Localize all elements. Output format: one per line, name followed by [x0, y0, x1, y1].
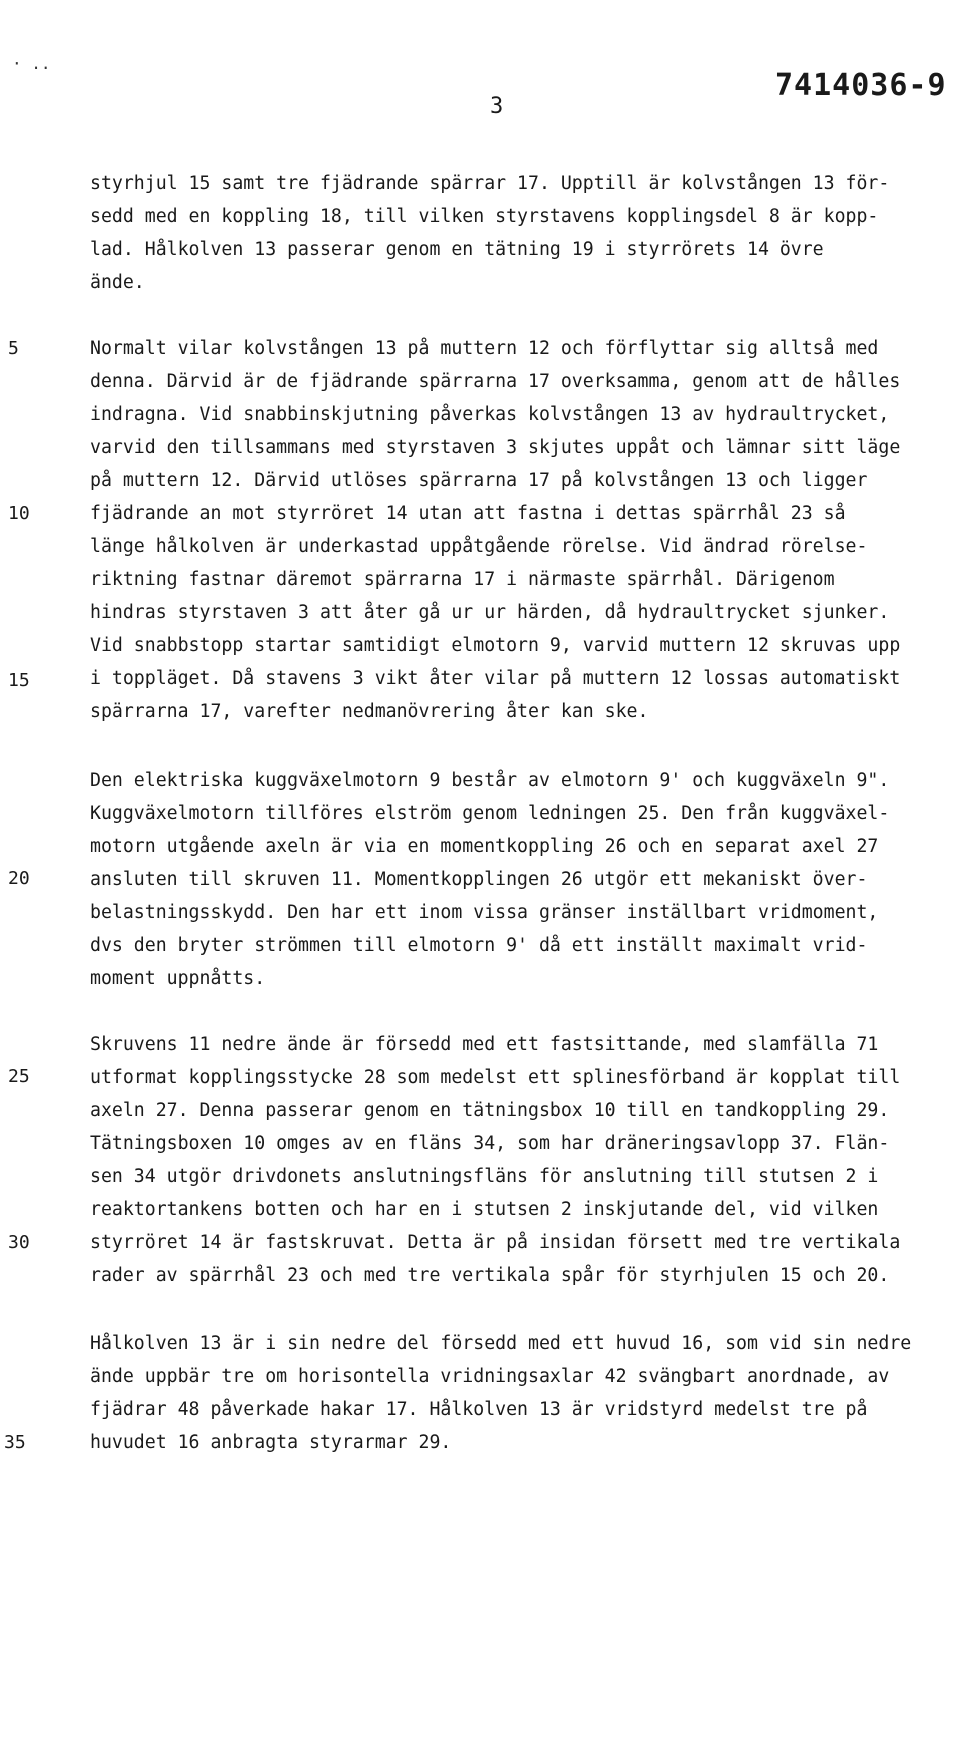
text-line: reaktortankens botten och har en i stutsen 2 inskjutande del, vid vilken: [90, 1199, 879, 1220]
page-marks: · ..: [12, 54, 51, 73]
text-line: axeln 27. Denna passerar genom en tätningsbox 10 till en tandkoppling 29.: [90, 1100, 890, 1121]
text-line: dvs den bryter strömmen till elmotorn 9' då ett inställt maximalt vrid-: [90, 935, 868, 956]
text-line: belastningsskydd. Den har ett inom vissa gränser inställbart vridmoment,: [90, 902, 879, 923]
text-line: Tätningsboxen 10 omges av en fläns 34, som har dräneringsavlopp 37. Flän-: [90, 1133, 890, 1154]
text-line: Skruvens 11 nedre ände är försedd med ett fastsittande, med slamfälla 71: [90, 1034, 879, 1055]
text-line: huvudet 16 anbragta styrarmar 29.: [90, 1432, 452, 1453]
text-line: Kuggväxelmotorn tillföres elström genom ledningen 25. Den från kuggväxel-: [90, 803, 890, 824]
line-number: 30: [8, 1232, 30, 1253]
text-line: sen 34 utgör drivdonets anslutningsfläns för anslutning till stutsen 2 i: [90, 1166, 879, 1187]
text-line: ände uppbär tre om horisontella vridningsaxlar 42 svängbart anordnade, av: [90, 1366, 890, 1387]
text-line: rader av spärrhål 23 och med tre vertikala spår för styrhjulen 15 och 20.: [90, 1265, 890, 1286]
text-line: styrhjul 15 samt tre fjädrande spärrar 17. Upptill är kolvstången 13 för-: [90, 173, 890, 194]
text-line: Den elektriska kuggväxelmotorn 9 består av elmotorn 9' och kuggväxeln 9".: [90, 770, 890, 791]
text-line: Hålkolven 13 är i sin nedre del försedd med ett huvud 16, som vid sin nedre: [90, 1333, 912, 1354]
line-number: 25: [8, 1066, 30, 1087]
text-line: styrröret 14 är fastskruvat. Detta är på insidan försett med tre vertikala: [90, 1232, 901, 1253]
text-line: hindras styrstaven 3 att åter gå ur ur härden, då hydraultrycket sjunker.: [90, 602, 890, 623]
text-line: riktning fastnar däremot spärrarna 17 i närmaste spärrhål. Därigenom: [90, 569, 835, 590]
text-line: på muttern 12. Därvid utlöses spärrarna 17 på kolvstången 13 och ligger: [90, 470, 868, 491]
text-line: lad. Hålkolven 13 passerar genom en tätning 19 i styrrörets 14 övre: [90, 239, 824, 260]
line-number: 15: [8, 670, 30, 691]
text-line: i toppläget. Då stavens 3 vikt åter vilar på muttern 12 lossas automatiskt: [90, 668, 901, 689]
text-line: Vid snabbstopp startar samtidigt elmotorn 9, varvid muttern 12 skruvas upp: [90, 635, 901, 656]
text-line: spärrarna 17, varefter nedmanövrering åter kan ske.: [90, 701, 649, 722]
text-line: indragna. Vid snabbinskjutning påverkas kolvstången 13 av hydraultrycket,: [90, 404, 890, 425]
text-line: varvid den tillsammans med styrstaven 3 skjutes uppåt och lämnar sitt läge: [90, 437, 901, 458]
line-number: 20: [8, 868, 30, 889]
document-number: 7414036-9: [775, 68, 947, 103]
text-line: fjädrande an mot styrröret 14 utan att fastna i dettas spärrhål 23 så: [90, 503, 846, 524]
text-line: denna. Därvid är de fjädrande spärrarna 17 overksamma, genom att de hålles: [90, 371, 901, 392]
text-line: fjädrar 48 påverkade hakar 17. Hålkolven 13 är vridstyrd medelst tre på: [90, 1399, 868, 1420]
page-number: 3: [490, 94, 504, 119]
text-line: ände.: [90, 272, 145, 293]
text-line: länge hålkolven är underkastad uppåtgående rörelse. Vid ändrad rörelse-: [90, 536, 868, 557]
line-number: 5: [8, 338, 19, 359]
line-number: 35: [4, 1432, 26, 1453]
text-line: utformat kopplingsstycke 28 som medelst ett splinesförband är kopplat till: [90, 1067, 901, 1088]
text-line: ansluten till skruven 11. Momentkopplingen 26 utgör ett mekaniskt över-: [90, 869, 868, 890]
text-line: Normalt vilar kolvstången 13 på muttern 12 och förflyttar sig alltså med: [90, 338, 879, 359]
text-line: moment uppnåtts.: [90, 968, 266, 989]
text-line: motorn utgående axeln är via en momentkoppling 26 och en separat axel 27: [90, 836, 879, 857]
text-line: sedd med en koppling 18, till vilken styrstavens kopplingsdel 8 är kopp-: [90, 206, 879, 227]
line-number: 10: [8, 503, 30, 524]
